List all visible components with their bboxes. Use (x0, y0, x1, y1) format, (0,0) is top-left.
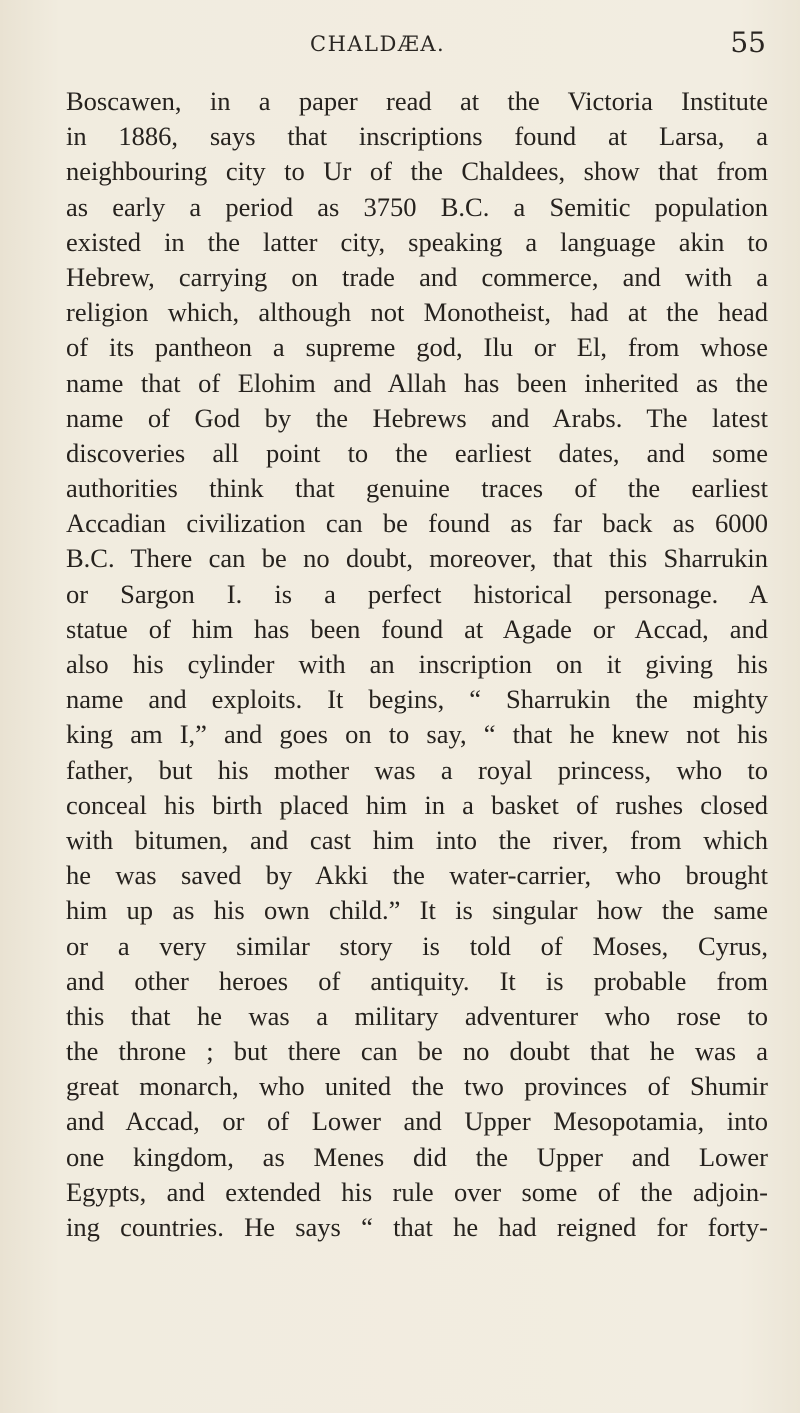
text-line: authorities think that genuine traces of the earliest (66, 473, 768, 504)
text-line: or a very similar story is told of Moses, Cyrus, (66, 930, 768, 961)
text-line: with bitumen, and cast him into the river, from which (66, 824, 768, 855)
text-line: Accadian civilization can be found as far back as 6000 (66, 508, 768, 539)
text-line: name of God by the Hebrews and Arabs. The latest (66, 402, 768, 433)
text-line: one kingdom, as Menes did the Upper and Lower (66, 1141, 768, 1172)
text-line: existed in the latter city, speaking a language akin to (66, 226, 768, 257)
text-line: father, but his mother was a royal princess, who to (66, 754, 768, 785)
text-line: statue of him has been found at Agade or Accad, and (66, 613, 768, 644)
running-title: CHALDÆA. (310, 32, 446, 56)
text-line: conceal his birth placed him in a basket of rushes closed (66, 789, 768, 820)
text-line: ing countries. He says “ that he had reigned for forty- (66, 1212, 768, 1242)
text-line: also his cylinder with an inscription on it giving his (66, 649, 768, 679)
page-number: 55 (730, 26, 766, 59)
text-line: the throne ; but there can be no doubt that he was a (66, 1036, 768, 1067)
text-line: B.C. There can be no doubt, moreover, that this Sharrukin (66, 543, 768, 574)
text-line: Hebrew, carrying on trade and commerce, and with a (66, 261, 768, 292)
text-line: of its pantheon a supreme god, Ilu or El, from whose (66, 332, 768, 363)
text-line: religion which, although not Monotheist, had at the head (66, 297, 768, 328)
text-line: name that of Elohim and Allah has been inherited as the (66, 367, 768, 398)
text-line: him up as his own child.” It is singular how the same (66, 895, 768, 926)
text-line: or Sargon I. is a perfect historical personage. A (66, 578, 768, 609)
text-line: Boscawen, in a paper read at the Victoria Institute (66, 86, 768, 116)
text-line: and Accad, or of Lower and Upper Mesopotamia, into (66, 1106, 768, 1137)
text-line: Egypts, and extended his rule over some of the adjoin- (66, 1176, 768, 1207)
body-text (66, 84, 768, 1245)
text-line: great monarch, who united the two provinces of Shumir (66, 1071, 768, 1102)
text-line: neighbouring city to Ur of the Chaldees, show that from (66, 156, 768, 187)
running-header (0, 26, 800, 66)
text-line: and other heroes of antiquity. It is probable from (66, 965, 768, 996)
text-line: name and exploits. It begins, “ Sharrukin the mighty (66, 684, 768, 715)
text-line: in 1886, says that inscriptions found at Larsa, a (66, 121, 768, 152)
text-line: he was saved by Akki the water-carrier, who brought (66, 860, 768, 891)
text-line: as early a period as 3750 B.C. a Semitic population (66, 191, 768, 222)
text-line: this that he was a military adventurer who rose to (66, 1000, 768, 1031)
text-line: discoveries all point to the earliest dates, and some (66, 437, 768, 468)
text-line: king am I,” and goes on to say, “ that he knew not his (66, 719, 768, 750)
